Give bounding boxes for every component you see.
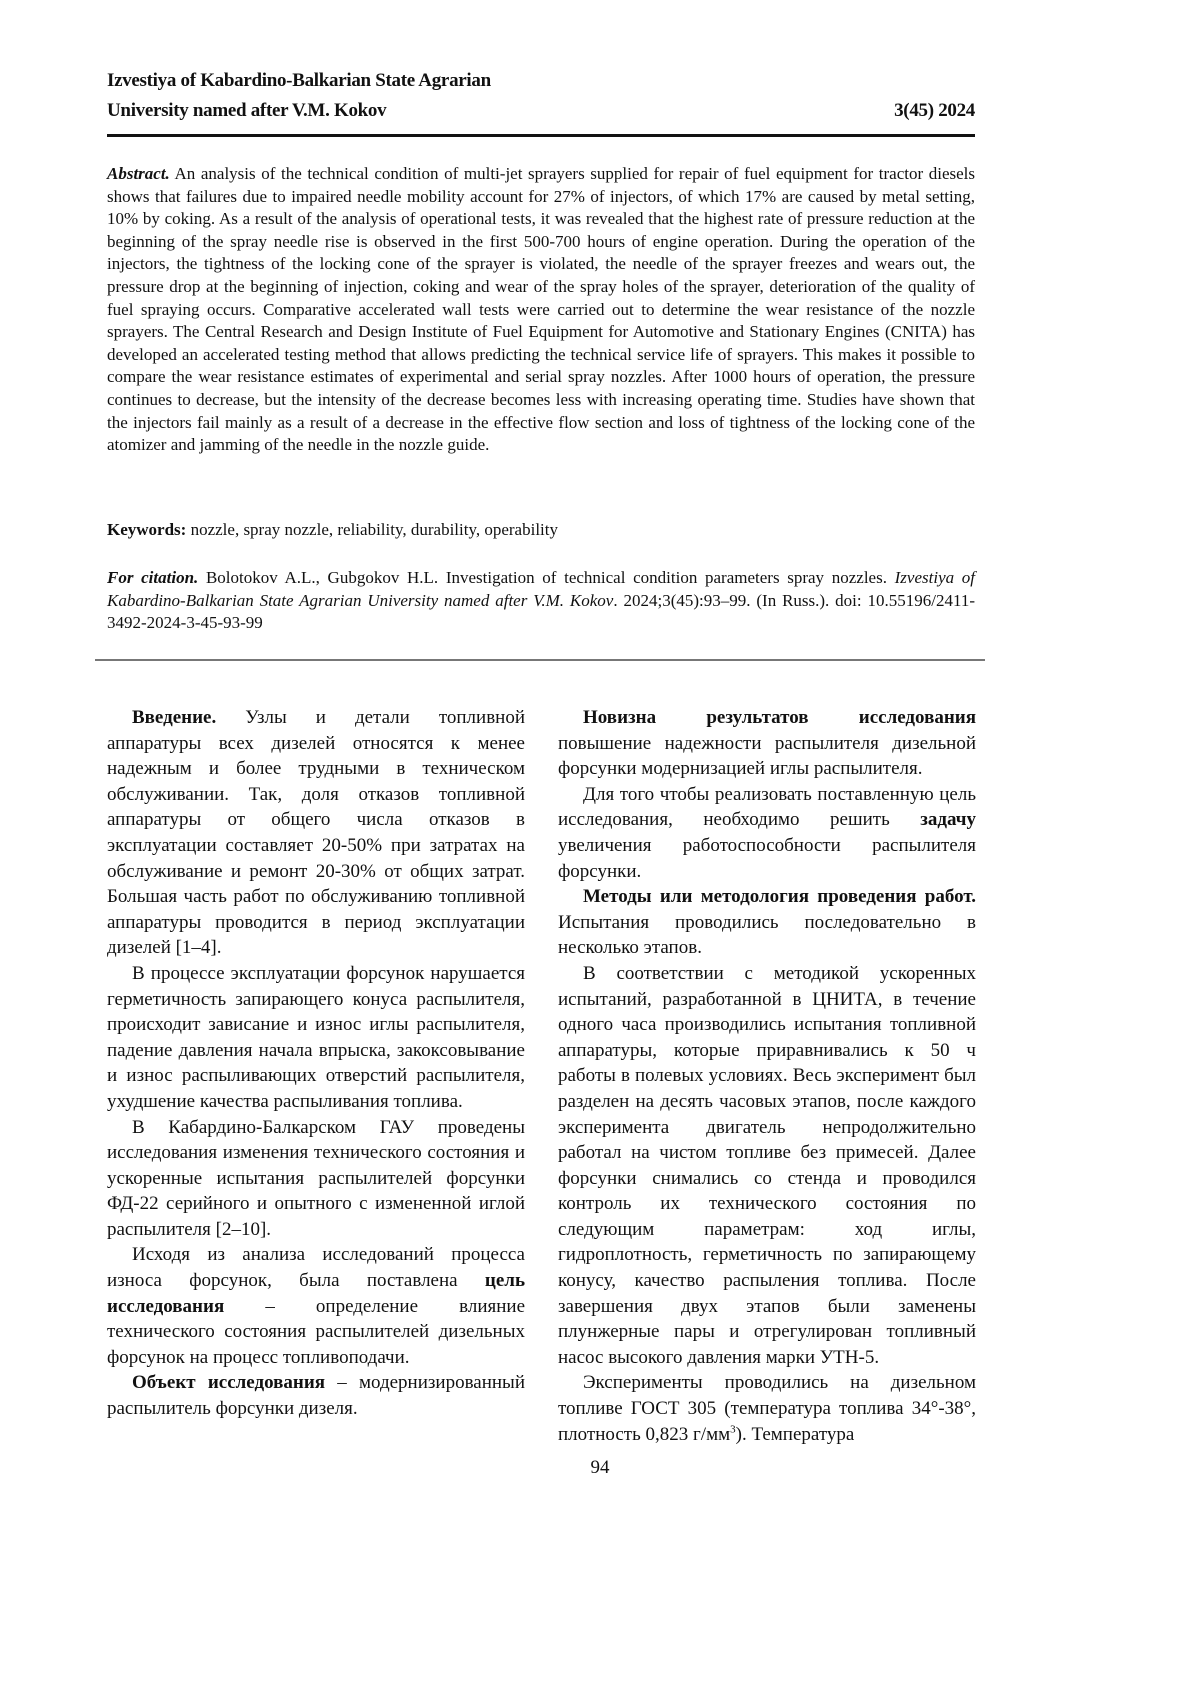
paragraph-text: увеличения работоспособности распылителя форсунки. <box>558 835 976 882</box>
paragraph <box>558 1370 976 1447</box>
paragraph-text: Исходя из анализа исследований процесса износа форсунок, была поставлена <box>107 1244 525 1291</box>
paragraph-novelty <box>558 705 976 782</box>
citation-authors: Bolotokov A.L., Gubgokov H.L. Investigation of technical condition parameters spray nozzles. <box>198 568 894 587</box>
issue-number: 3(45) 2024 <box>894 100 975 122</box>
paragraph-goal <box>107 1242 525 1370</box>
right-column <box>558 705 976 1447</box>
journal-title-line1: Izvestiya of Kabardino-Balkarian State Agrarian <box>107 70 975 92</box>
bold-term: Объект исследования <box>132 1372 325 1393</box>
bold-term: цель исследования <box>107 1270 525 1317</box>
paragraph-methods <box>558 884 976 961</box>
paragraph-task <box>558 782 976 884</box>
paragraph <box>107 961 525 1115</box>
paragraph-text: Эксперименты проводились на дизельном топливе ГОСТ 305 (температура топлива 34°-38°, плотность 0,823 г/мм <box>558 1372 976 1444</box>
paragraph <box>107 1115 525 1243</box>
paragraph-text: – определение влияние технического состояния распылителей дизельных форсунок на процесс топливоподачи. <box>107 1296 525 1368</box>
journal-title-line2-text: University named after V.M. Kokov <box>107 100 386 121</box>
paragraph-text: Испытания проводились последовательно в несколько этапов. <box>558 912 976 959</box>
abstract-text: An analysis of the technical condition of multi-jet sprayers supplied for repair of fuel equipment for tractor diesels shows that failures due to impaired needle mobility account for 27% of injectors, of which 17% are caused by metal setting, 10% by coking. As a result of the analysis of operational tests, it was revealed that the highest rate of pressure reduction at the beginning of the spray needle rise is observed in the first 500-700 hours of engine operation. During the operation of the injectors, the tightness of the locking cone of the sprayer is violated, the needle of the sprayer freezes and wears out, the pressure drop at the beginning of injection, coking and wear of the spray holes of the sprayer, deterioration of the quality of fuel spraying occurs. Comparative accelerated wall tests were carried out to determine the wear resistance of the nozzle sprayers. The Central Research and Design Institute of Fuel Equipment for Automotive and Stationary Engines (CNITA) has developed an accelerated testing method that allows predicting the technical service life of sprayers. This makes it possible to compare the wear resistance estimates of experimental and serial spray nozzles. After 1000 hours of operation, the pressure continues to decrease, but the intensity of the decrease becomes less with increasing operating time. Studies have shown that the injectors fail mainly as a result of a decrease in the effective flow section and loss of tightness of the locking cone of the atomizer and jamming of the needle in the nozzle guide. <box>107 164 975 454</box>
paragraph <box>558 961 976 1371</box>
bold-term: Новизна результатов исследования <box>583 707 976 728</box>
paragraph-text: Узлы и детали топливной аппаратуры всех дизелей относятся к менее надежным и более трудными в техническом обслуживании. Так, доля отказов топливной аппаратуры от общего числа отказов в эксплуатации составляет 20-50% при затратах на обслуживание и ремонт 20-30% от общих затрат. Большая часть работ по обслуживанию топливной аппаратуры проводится в период эксплуатации дизелей [1–4]. <box>107 707 525 958</box>
keywords-text: nozzle, spray nozzle, reliability, durability, operability <box>186 520 558 539</box>
left-column <box>107 705 525 1422</box>
citation <box>107 567 975 635</box>
paragraph-text: Для того чтобы реализовать поставленную цель исследования, необходимо решить <box>558 784 976 831</box>
paragraph-text: повышение надежности распылителя дизельной форсунки модернизацией иглы распылителя. <box>558 733 976 780</box>
keywords <box>107 519 975 542</box>
citation-rest: . 2024;3(45):93–99. (In Russ.). doi: 10.55196/2411-3492-2024-3-45-93-99 <box>107 591 975 633</box>
paragraph-text: ). Температура <box>736 1424 855 1445</box>
citation-journal: Izvestiya of Kabardino-Balkarian State Agrarian University named after V.M. Kokov <box>107 568 975 610</box>
paragraph-text: В соответствии с методикой ускоренных испытаний, разработанной в ЦНИТА, в течение одного часа производились испытания топливной аппаратуры, которые приравнивались к 50 ч работы в полевых условиях. Весь эксперимент был разделен на десять часовых этапов, после каждого эксперимента двигатель непродолжительно работал на чистом топливе без примесей. Далее форсунки снимались со стенда и проводился контроль их технического состояния по следующим параметрам: ход иглы, гидроплотность, герметичность по запирающему конусу, качество распыления топлива. После завершения двух этапов были заменены плунжерные пары и отрегулирован топливный насос высокого давления марки УТН-5. <box>558 963 976 1368</box>
bold-term: Методы или методология проведения работ. <box>583 886 976 907</box>
bold-term: задачу <box>920 809 976 830</box>
citation-label: For citation. <box>107 568 198 587</box>
superscript: 3 <box>730 1423 736 1435</box>
paragraph-object <box>107 1370 525 1421</box>
journal-title-line2 <box>107 100 975 122</box>
paragraph-text: В процессе эксплуатации форсунок нарушается герметичность запирающего конуса распылителя, происходит зависание и износ иглы распылителя, падение давления начала впрыска, закоксовывание и износ распыливающих отверстий распылителя, ухудшение качества распыливания топлива. <box>107 963 525 1112</box>
paragraph-text: – модернизированный распылитель форсунки дизеля. <box>107 1372 525 1419</box>
header-rule <box>107 134 975 137</box>
abstract <box>107 163 975 457</box>
section-rule <box>95 659 985 661</box>
abstract-label: Abstract. <box>107 164 170 183</box>
page-number: 94 <box>0 1457 1200 1479</box>
paragraph-text: В Кабардино-Балкарском ГАУ проведены исследования изменения технического состояния и ускоренные испытания распылителей форсунки ФД-22 серийного и опытного с измененной иглой распылителя [2–10]. <box>107 1117 525 1240</box>
paragraph-introduction <box>107 705 525 961</box>
keywords-label: Keywords: <box>107 520 186 539</box>
heading-introduction: Введение. <box>132 707 216 728</box>
